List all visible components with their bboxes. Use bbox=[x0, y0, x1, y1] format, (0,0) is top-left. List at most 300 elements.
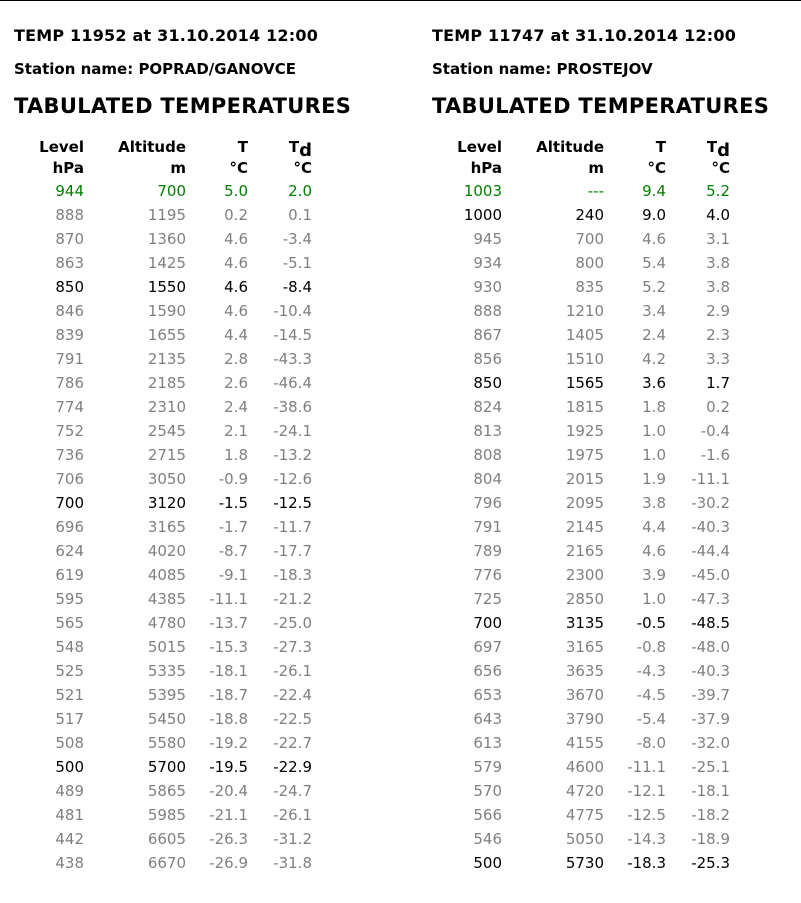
table-row bbox=[14, 683, 312, 707]
table-row bbox=[432, 371, 730, 395]
cell-temperature: 4.6 bbox=[224, 230, 248, 248]
unit-level: hPa bbox=[52, 159, 84, 177]
table-row bbox=[432, 827, 730, 851]
cell-dewpoint: -18.2 bbox=[691, 806, 730, 824]
cell-altitude: 2015 bbox=[565, 470, 604, 488]
cell-dewpoint: -12.5 bbox=[273, 494, 312, 512]
table-row bbox=[14, 539, 312, 563]
cell-altitude: 5050 bbox=[565, 830, 604, 848]
cell-temperature: 2.4 bbox=[224, 398, 248, 416]
table-row bbox=[14, 827, 312, 851]
cell-dewpoint: -5.1 bbox=[282, 254, 312, 272]
station-name: Station name: PROSTEJOV bbox=[432, 60, 653, 78]
cell-temperature: 3.9 bbox=[642, 566, 666, 584]
cell-dewpoint: 1.7 bbox=[706, 374, 730, 392]
cell-altitude: 3635 bbox=[565, 662, 604, 680]
header-row bbox=[432, 136, 730, 158]
cell-altitude: 1590 bbox=[147, 302, 186, 320]
cell-temperature: -20.4 bbox=[209, 782, 248, 800]
cell-level: 930 bbox=[473, 278, 502, 296]
table-row bbox=[14, 179, 312, 203]
cell-altitude: 3670 bbox=[565, 686, 604, 704]
header-level: Level bbox=[457, 137, 502, 156]
cell-dewpoint: -21.2 bbox=[273, 590, 312, 608]
cell-dewpoint: -18.1 bbox=[691, 782, 730, 800]
table-row bbox=[432, 491, 730, 515]
header-dewpoint-base: T bbox=[288, 138, 300, 156]
cell-temperature: -4.5 bbox=[636, 686, 666, 704]
cell-altitude: 1360 bbox=[147, 230, 186, 248]
cell-temperature: -0.8 bbox=[636, 638, 666, 656]
cell-temperature: 1.0 bbox=[642, 590, 666, 608]
cell-altitude: 3165 bbox=[147, 518, 186, 536]
cell-temperature: 2.8 bbox=[224, 350, 248, 368]
cell-temperature: 2.6 bbox=[224, 374, 248, 392]
cell-level: 500 bbox=[473, 854, 502, 872]
unit-dewpoint: °C bbox=[293, 159, 312, 177]
cell-temperature: -21.1 bbox=[209, 806, 248, 824]
header-dewpoint bbox=[666, 136, 730, 161]
cell-dewpoint: -11.7 bbox=[273, 518, 312, 536]
table-row bbox=[14, 803, 312, 827]
cell-level: 888 bbox=[473, 302, 502, 320]
table-row bbox=[14, 731, 312, 755]
cell-dewpoint: -45.0 bbox=[691, 566, 730, 584]
cell-temperature: 2.4 bbox=[642, 326, 666, 344]
cell-level: 438 bbox=[55, 854, 84, 872]
table-row bbox=[432, 803, 730, 827]
header-temperature: T bbox=[655, 137, 666, 156]
cell-temperature: -4.3 bbox=[636, 662, 666, 680]
cell-dewpoint: -18.3 bbox=[273, 566, 312, 584]
cell-altitude: 1550 bbox=[147, 278, 186, 296]
cell-level: 595 bbox=[55, 590, 84, 608]
cell-altitude: 6605 bbox=[147, 830, 186, 848]
cell-dewpoint: -40.3 bbox=[691, 662, 730, 680]
cell-altitude: 1975 bbox=[565, 446, 604, 464]
cell-altitude: 4780 bbox=[147, 614, 186, 632]
cell-level: 700 bbox=[473, 614, 502, 632]
header-dewpoint-subscript: d bbox=[299, 140, 312, 161]
cell-dewpoint: 3.8 bbox=[706, 278, 730, 296]
cell-altitude: 5865 bbox=[147, 782, 186, 800]
cell-altitude: 2145 bbox=[565, 518, 604, 536]
cell-level: 521 bbox=[55, 686, 84, 704]
cell-dewpoint: 2.3 bbox=[706, 326, 730, 344]
cell-altitude: 2310 bbox=[147, 398, 186, 416]
cell-level: 850 bbox=[55, 278, 84, 296]
cell-altitude: 5015 bbox=[147, 638, 186, 656]
cell-temperature: 4.6 bbox=[642, 542, 666, 560]
cell-altitude: --- bbox=[587, 182, 604, 200]
table-row bbox=[14, 395, 312, 419]
header-dewpoint-subscript: d bbox=[717, 140, 730, 161]
temperature-table bbox=[14, 136, 312, 875]
cell-level: 517 bbox=[55, 710, 84, 728]
sounding-title: TEMP 11747 at 31.10.2014 12:00 bbox=[432, 26, 737, 45]
cell-altitude: 2095 bbox=[565, 494, 604, 512]
cell-level: 489 bbox=[55, 782, 84, 800]
table-row bbox=[432, 731, 730, 755]
cell-altitude: 4600 bbox=[565, 758, 604, 776]
cell-altitude: 4155 bbox=[565, 734, 604, 752]
table-row bbox=[14, 515, 312, 539]
table-row bbox=[14, 491, 312, 515]
cell-temperature: 4.6 bbox=[224, 254, 248, 272]
cell-dewpoint: -37.9 bbox=[691, 710, 730, 728]
table-row bbox=[432, 299, 730, 323]
cell-dewpoint: -31.8 bbox=[273, 854, 312, 872]
cell-dewpoint: -14.5 bbox=[273, 326, 312, 344]
cell-altitude: 240 bbox=[575, 206, 604, 224]
cell-level: 613 bbox=[473, 734, 502, 752]
cell-dewpoint: -25.1 bbox=[691, 758, 730, 776]
cell-dewpoint: -22.7 bbox=[273, 734, 312, 752]
cell-altitude: 4385 bbox=[147, 590, 186, 608]
cell-altitude: 2850 bbox=[565, 590, 604, 608]
table-row bbox=[432, 515, 730, 539]
cell-altitude: 5395 bbox=[147, 686, 186, 704]
cell-temperature: 4.4 bbox=[224, 326, 248, 344]
unit-row bbox=[432, 158, 730, 179]
cell-altitude: 1815 bbox=[565, 398, 604, 416]
cell-level: 888 bbox=[55, 206, 84, 224]
table-row bbox=[432, 635, 730, 659]
cell-altitude: 3165 bbox=[565, 638, 604, 656]
cell-level: 752 bbox=[55, 422, 84, 440]
cell-dewpoint: -0.4 bbox=[700, 422, 730, 440]
header-altitude: Altitude bbox=[536, 137, 604, 156]
table-row bbox=[14, 563, 312, 587]
cell-dewpoint: 0.2 bbox=[706, 398, 730, 416]
table-row bbox=[432, 275, 730, 299]
cell-temperature: 1.0 bbox=[642, 446, 666, 464]
cell-altitude: 3120 bbox=[147, 494, 186, 512]
cell-dewpoint: -3.4 bbox=[282, 230, 312, 248]
cell-dewpoint: -24.7 bbox=[273, 782, 312, 800]
cell-temperature: 4.4 bbox=[642, 518, 666, 536]
cell-temperature: -1.7 bbox=[218, 518, 248, 536]
section-heading: TABULATED TEMPERATURES bbox=[14, 94, 352, 118]
cell-dewpoint: -48.0 bbox=[691, 638, 730, 656]
header-dewpoint-base: T bbox=[706, 138, 718, 156]
cell-temperature: -26.3 bbox=[209, 830, 248, 848]
cell-altitude: 3135 bbox=[565, 614, 604, 632]
cell-altitude: 1195 bbox=[147, 206, 186, 224]
cell-temperature: -5.4 bbox=[636, 710, 666, 728]
cell-temperature: -8.0 bbox=[636, 734, 666, 752]
cell-level: 570 bbox=[473, 782, 502, 800]
cell-dewpoint: 2.0 bbox=[288, 182, 312, 200]
cell-dewpoint: -25.0 bbox=[273, 614, 312, 632]
unit-temperature: °C bbox=[229, 159, 248, 177]
cell-level: 706 bbox=[55, 470, 84, 488]
top-border bbox=[0, 0, 801, 1]
cell-temperature: -13.7 bbox=[209, 614, 248, 632]
cell-dewpoint: 3.8 bbox=[706, 254, 730, 272]
cell-altitude: 4775 bbox=[565, 806, 604, 824]
cell-level: 850 bbox=[473, 374, 502, 392]
cell-temperature: -11.1 bbox=[209, 590, 248, 608]
cell-dewpoint: 0.1 bbox=[288, 206, 312, 224]
cell-level: 525 bbox=[55, 662, 84, 680]
cell-altitude: 2715 bbox=[147, 446, 186, 464]
table-row bbox=[14, 635, 312, 659]
table-row bbox=[14, 611, 312, 635]
table-row bbox=[432, 683, 730, 707]
cell-dewpoint: 4.0 bbox=[706, 206, 730, 224]
cell-level: 1003 bbox=[463, 182, 502, 200]
cell-dewpoint: -46.4 bbox=[273, 374, 312, 392]
cell-level: 566 bbox=[473, 806, 502, 824]
cell-level: 546 bbox=[473, 830, 502, 848]
table-row bbox=[432, 563, 730, 587]
cell-dewpoint: -48.5 bbox=[691, 614, 730, 632]
cell-dewpoint: -22.9 bbox=[273, 758, 312, 776]
cell-level: 796 bbox=[473, 494, 502, 512]
temperature-table bbox=[432, 136, 730, 875]
cell-altitude: 1210 bbox=[565, 302, 604, 320]
cell-altitude: 2300 bbox=[565, 566, 604, 584]
cell-altitude: 700 bbox=[575, 230, 604, 248]
cell-level: 697 bbox=[473, 638, 502, 656]
header-altitude: Altitude bbox=[118, 137, 186, 156]
cell-altitude: 5700 bbox=[147, 758, 186, 776]
cell-dewpoint: -44.4 bbox=[691, 542, 730, 560]
cell-level: 481 bbox=[55, 806, 84, 824]
cell-dewpoint: -13.2 bbox=[273, 446, 312, 464]
station-name: Station name: POPRAD/GANOVCE bbox=[14, 60, 296, 78]
cell-dewpoint: -18.9 bbox=[691, 830, 730, 848]
cell-altitude: 835 bbox=[575, 278, 604, 296]
cell-temperature: 1.9 bbox=[642, 470, 666, 488]
cell-dewpoint: -27.3 bbox=[273, 638, 312, 656]
cell-temperature: 1.8 bbox=[224, 446, 248, 464]
cell-dewpoint: -10.4 bbox=[273, 302, 312, 320]
cell-temperature: 9.4 bbox=[642, 182, 666, 200]
cell-level: 643 bbox=[473, 710, 502, 728]
table-row bbox=[14, 851, 312, 875]
cell-dewpoint: -32.0 bbox=[691, 734, 730, 752]
cell-level: 791 bbox=[55, 350, 84, 368]
cell-temperature: 5.0 bbox=[224, 182, 248, 200]
cell-dewpoint: -25.3 bbox=[691, 854, 730, 872]
cell-level: 791 bbox=[473, 518, 502, 536]
cell-altitude: 4020 bbox=[147, 542, 186, 560]
cell-temperature: -0.5 bbox=[636, 614, 666, 632]
cell-level: 813 bbox=[473, 422, 502, 440]
table-row bbox=[14, 227, 312, 251]
cell-temperature: -14.3 bbox=[627, 830, 666, 848]
cell-temperature: -19.2 bbox=[209, 734, 248, 752]
table-row bbox=[432, 659, 730, 683]
table-row bbox=[432, 179, 730, 203]
cell-temperature: -0.9 bbox=[218, 470, 248, 488]
cell-temperature: -8.7 bbox=[218, 542, 248, 560]
cell-dewpoint: -47.3 bbox=[691, 590, 730, 608]
cell-altitude: 1565 bbox=[565, 374, 604, 392]
cell-level: 839 bbox=[55, 326, 84, 344]
table-row bbox=[432, 539, 730, 563]
cell-level: 619 bbox=[55, 566, 84, 584]
header-row bbox=[14, 136, 312, 158]
cell-level: 442 bbox=[55, 830, 84, 848]
header-dewpoint bbox=[248, 136, 312, 161]
cell-temperature: 4.6 bbox=[642, 230, 666, 248]
table-body bbox=[432, 179, 730, 875]
cell-dewpoint: -26.1 bbox=[273, 662, 312, 680]
unit-temperature: °C bbox=[647, 159, 666, 177]
table-row bbox=[14, 467, 312, 491]
table-row bbox=[432, 755, 730, 779]
cell-altitude: 3050 bbox=[147, 470, 186, 488]
table-row bbox=[14, 443, 312, 467]
table-row bbox=[432, 251, 730, 275]
cell-altitude: 6670 bbox=[147, 854, 186, 872]
table-body bbox=[14, 179, 312, 875]
cell-level: 846 bbox=[55, 302, 84, 320]
table-row bbox=[14, 419, 312, 443]
cell-level: 824 bbox=[473, 398, 502, 416]
cell-temperature: 3.6 bbox=[642, 374, 666, 392]
table-row bbox=[432, 347, 730, 371]
unit-level: hPa bbox=[470, 159, 502, 177]
table-row bbox=[432, 587, 730, 611]
cell-altitude: 5335 bbox=[147, 662, 186, 680]
cell-temperature: 4.2 bbox=[642, 350, 666, 368]
unit-dewpoint: °C bbox=[711, 159, 730, 177]
cell-temperature: 5.2 bbox=[642, 278, 666, 296]
cell-level: 653 bbox=[473, 686, 502, 704]
table-row bbox=[432, 443, 730, 467]
cell-temperature: -26.9 bbox=[209, 854, 248, 872]
unit-row bbox=[14, 158, 312, 179]
table-row bbox=[14, 323, 312, 347]
cell-altitude: 2165 bbox=[565, 542, 604, 560]
table-row bbox=[432, 203, 730, 227]
cell-temperature: -19.5 bbox=[209, 758, 248, 776]
cell-altitude: 700 bbox=[157, 182, 186, 200]
cell-altitude: 2135 bbox=[147, 350, 186, 368]
cell-temperature: -1.5 bbox=[218, 494, 248, 512]
cell-level: 774 bbox=[55, 398, 84, 416]
cell-dewpoint: 2.9 bbox=[706, 302, 730, 320]
cell-dewpoint: -43.3 bbox=[273, 350, 312, 368]
header-temperature: T bbox=[237, 137, 248, 156]
table-row bbox=[14, 707, 312, 731]
cell-level: 700 bbox=[55, 494, 84, 512]
cell-temperature: 3.4 bbox=[642, 302, 666, 320]
cell-temperature: 9.0 bbox=[642, 206, 666, 224]
table-row bbox=[432, 467, 730, 491]
table-row bbox=[14, 371, 312, 395]
table-row bbox=[432, 851, 730, 875]
cell-altitude: 3790 bbox=[565, 710, 604, 728]
cell-level: 579 bbox=[473, 758, 502, 776]
cell-altitude: 5730 bbox=[565, 854, 604, 872]
cell-temperature: -18.7 bbox=[209, 686, 248, 704]
cell-level: 934 bbox=[473, 254, 502, 272]
cell-level: 776 bbox=[473, 566, 502, 584]
cell-temperature: -18.8 bbox=[209, 710, 248, 728]
table-row bbox=[14, 203, 312, 227]
cell-dewpoint: -24.1 bbox=[273, 422, 312, 440]
table-row bbox=[432, 419, 730, 443]
cell-level: 945 bbox=[473, 230, 502, 248]
header-level: Level bbox=[39, 137, 84, 156]
cell-level: 1000 bbox=[463, 206, 502, 224]
cell-level: 656 bbox=[473, 662, 502, 680]
cell-temperature: 4.6 bbox=[224, 302, 248, 320]
cell-altitude: 5450 bbox=[147, 710, 186, 728]
table-row bbox=[432, 395, 730, 419]
cell-dewpoint: -39.7 bbox=[691, 686, 730, 704]
cell-dewpoint: -8.4 bbox=[282, 278, 312, 296]
cell-temperature: -18.3 bbox=[627, 854, 666, 872]
cell-temperature: 2.1 bbox=[224, 422, 248, 440]
cell-dewpoint: -30.2 bbox=[691, 494, 730, 512]
cell-level: 548 bbox=[55, 638, 84, 656]
table-row bbox=[14, 659, 312, 683]
cell-temperature: -11.1 bbox=[627, 758, 666, 776]
cell-temperature: -15.3 bbox=[209, 638, 248, 656]
table-row bbox=[14, 299, 312, 323]
cell-altitude: 1405 bbox=[565, 326, 604, 344]
table-row bbox=[14, 587, 312, 611]
cell-dewpoint: -17.7 bbox=[273, 542, 312, 560]
cell-level: 786 bbox=[55, 374, 84, 392]
cell-altitude: 5580 bbox=[147, 734, 186, 752]
cell-temperature: -12.1 bbox=[627, 782, 666, 800]
cell-temperature: -9.1 bbox=[218, 566, 248, 584]
cell-altitude: 4720 bbox=[565, 782, 604, 800]
cell-temperature: 3.8 bbox=[642, 494, 666, 512]
table-row bbox=[432, 227, 730, 251]
table-row bbox=[14, 251, 312, 275]
cell-level: 565 bbox=[55, 614, 84, 632]
cell-level: 725 bbox=[473, 590, 502, 608]
cell-dewpoint: 5.2 bbox=[706, 182, 730, 200]
cell-level: 508 bbox=[55, 734, 84, 752]
cell-level: 624 bbox=[55, 542, 84, 560]
cell-altitude: 800 bbox=[575, 254, 604, 272]
cell-altitude: 2185 bbox=[147, 374, 186, 392]
unit-altitude: m bbox=[588, 159, 604, 177]
cell-altitude: 1655 bbox=[147, 326, 186, 344]
cell-altitude: 4085 bbox=[147, 566, 186, 584]
table-row bbox=[432, 323, 730, 347]
table-row bbox=[14, 779, 312, 803]
cell-dewpoint: 3.1 bbox=[706, 230, 730, 248]
cell-altitude: 5985 bbox=[147, 806, 186, 824]
table-row bbox=[432, 779, 730, 803]
cell-dewpoint: -31.2 bbox=[273, 830, 312, 848]
table-row bbox=[432, 611, 730, 635]
cell-temperature: 5.4 bbox=[642, 254, 666, 272]
cell-temperature: 4.6 bbox=[224, 278, 248, 296]
cell-altitude: 1510 bbox=[565, 350, 604, 368]
cell-temperature: 1.0 bbox=[642, 422, 666, 440]
cell-level: 789 bbox=[473, 542, 502, 560]
section-heading: TABULATED TEMPERATURES bbox=[432, 94, 770, 118]
cell-level: 863 bbox=[55, 254, 84, 272]
cell-dewpoint: -12.6 bbox=[273, 470, 312, 488]
cell-level: 856 bbox=[473, 350, 502, 368]
cell-dewpoint: -38.6 bbox=[273, 398, 312, 416]
table-row bbox=[14, 347, 312, 371]
cell-dewpoint: -11.1 bbox=[691, 470, 730, 488]
unit-altitude: m bbox=[170, 159, 186, 177]
